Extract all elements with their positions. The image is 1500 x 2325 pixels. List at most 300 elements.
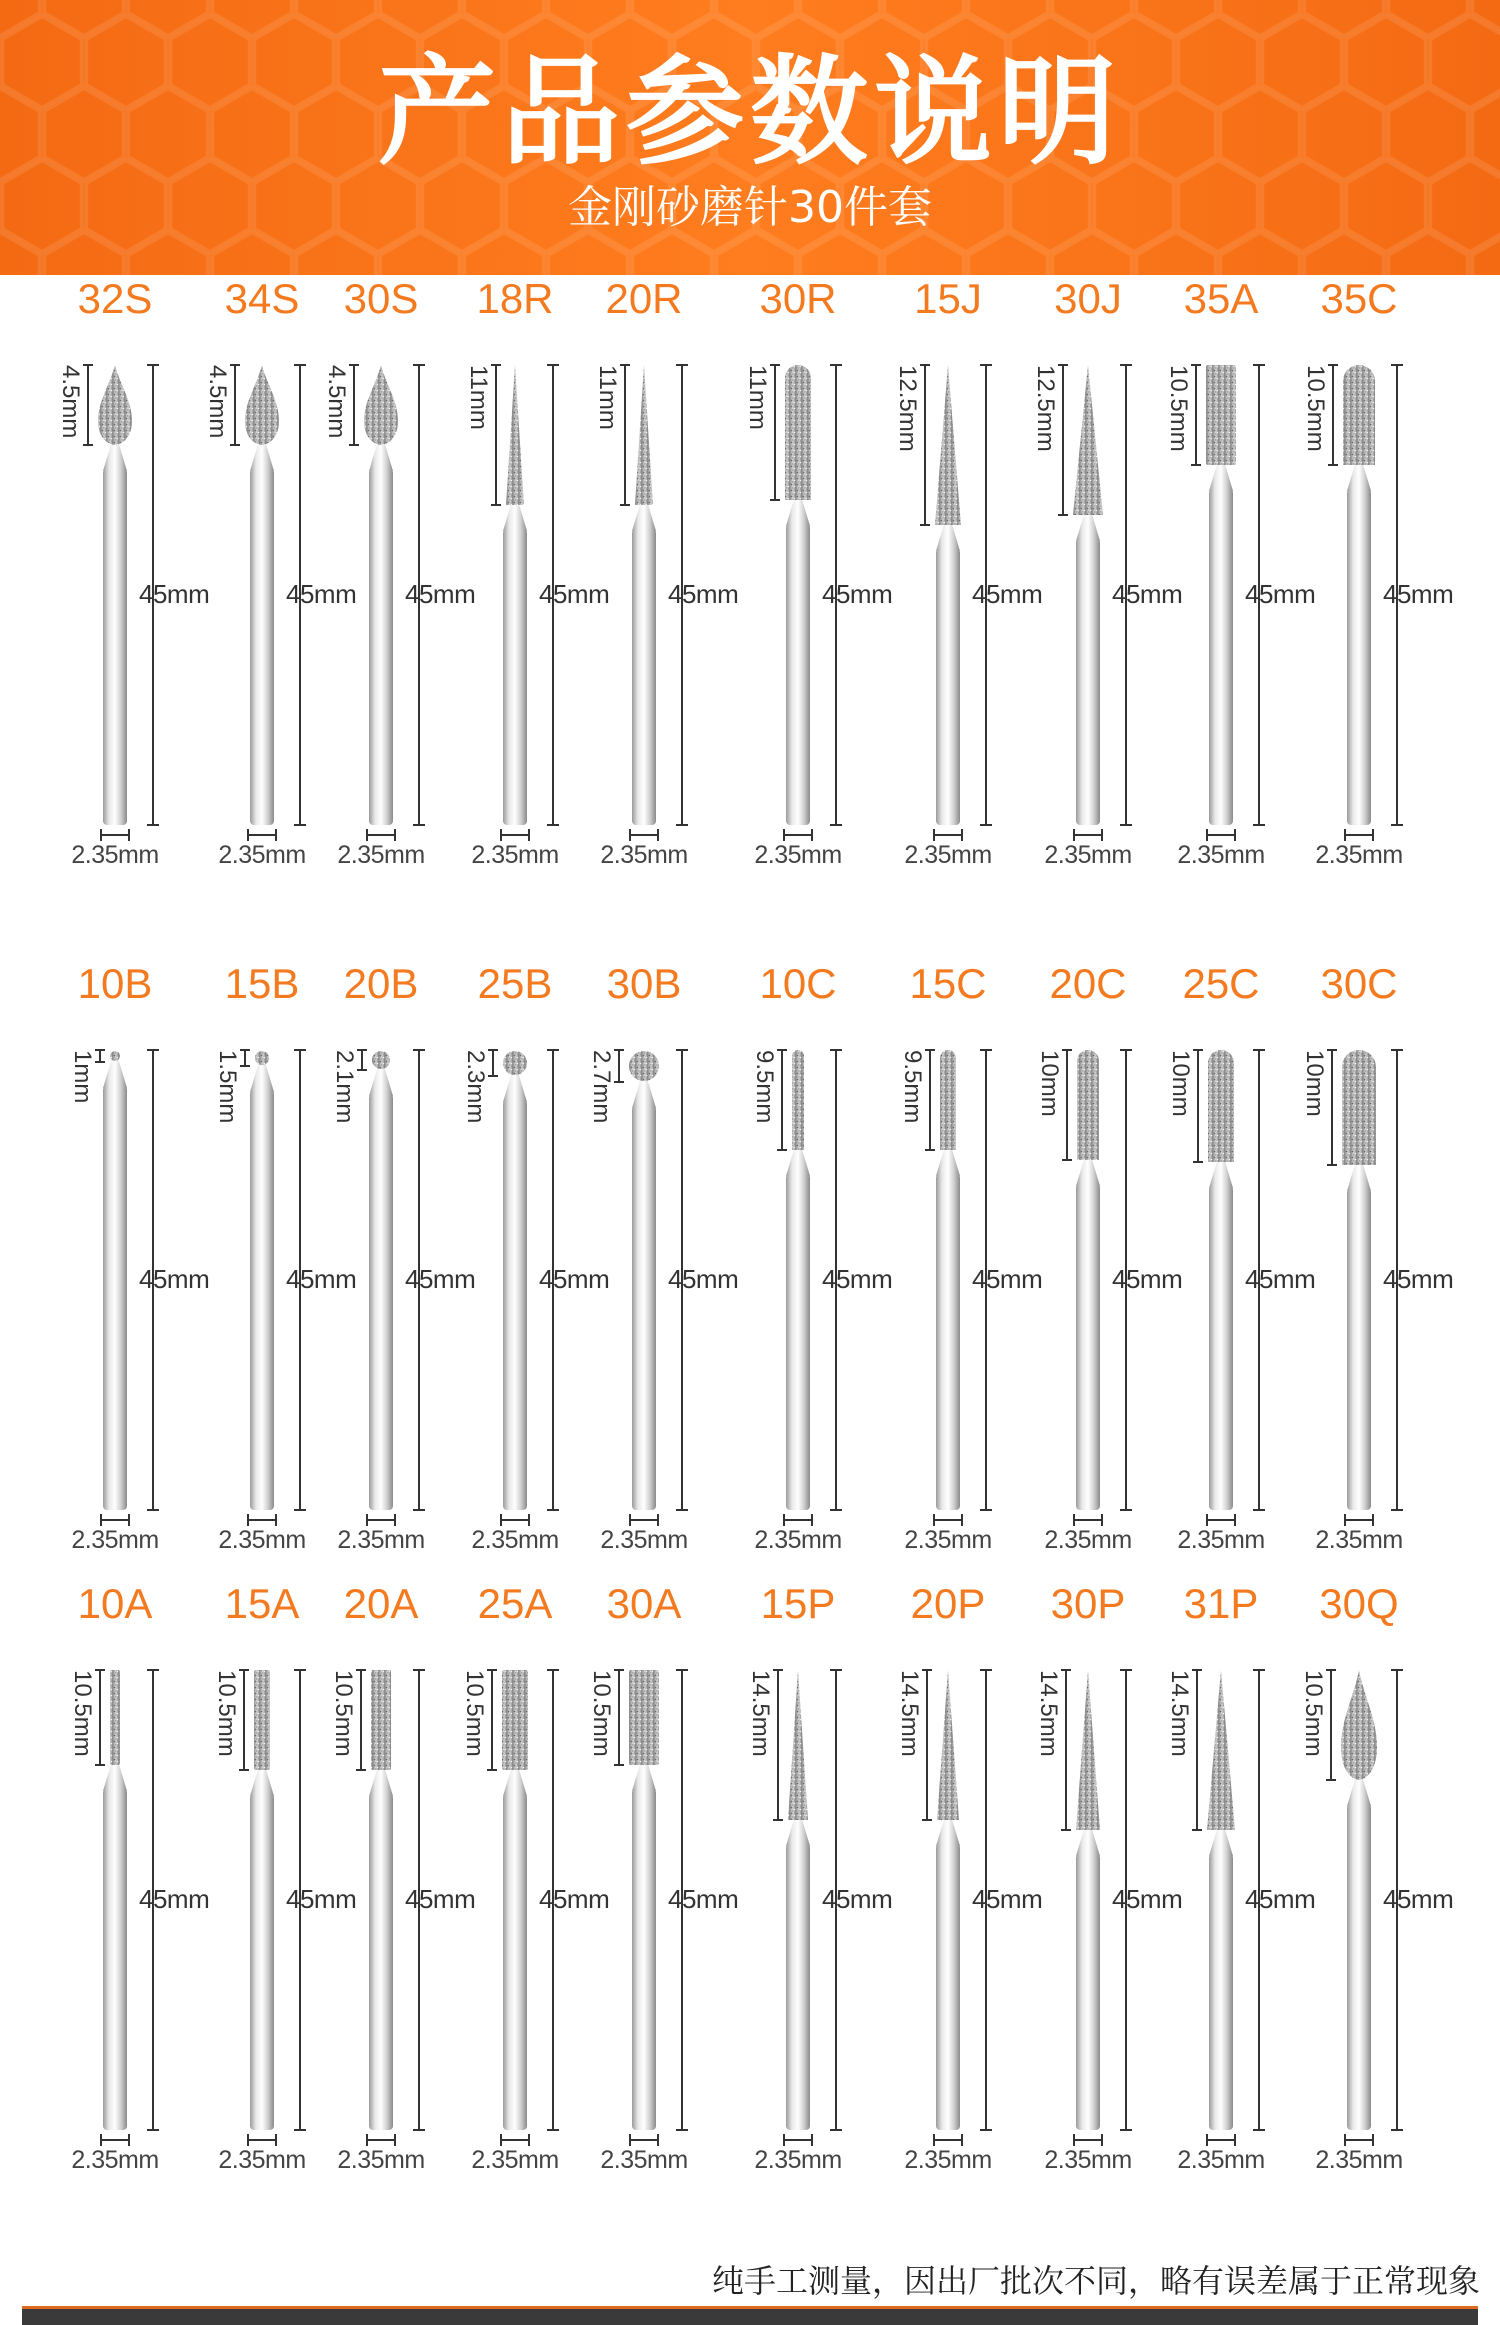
- grinding-head: [255, 1051, 269, 1065]
- tool-shaft: [1076, 1854, 1100, 2130]
- total-length-label: 45mm: [1245, 1884, 1316, 1914]
- tool-shaft: [250, 1794, 274, 2130]
- tool-neck: [103, 1761, 127, 1791]
- diameter-dimension-line: [784, 2134, 812, 2146]
- shaft-diameter-label: 2.35mm: [471, 1526, 559, 1554]
- tool-code: 15J: [914, 275, 982, 322]
- grinding-head: [629, 1670, 659, 1765]
- head-dimension-line: [614, 1670, 624, 1765]
- diameter-dimension-line: [101, 829, 129, 841]
- shaft-diameter-label: 2.35mm: [1177, 2146, 1265, 2174]
- diameter-dimension-line: [501, 1514, 529, 1526]
- tool-code: 34S: [224, 275, 300, 322]
- shaft-diameter-label: 2.35mm: [337, 2146, 425, 2174]
- shaft-diameter-label: 2.35mm: [218, 841, 306, 869]
- grinding-head: [1208, 1050, 1234, 1162]
- head-length-label: 10.5mm: [213, 1670, 240, 1757]
- tool-shaft: [632, 1106, 656, 1510]
- total-length-label: 45mm: [1112, 1264, 1183, 1294]
- tool-code: 31P: [1183, 1580, 1259, 1627]
- grinding-head: [635, 365, 653, 505]
- grinding-head: [1207, 1670, 1235, 1830]
- tool-shaft: [936, 1174, 960, 1510]
- total-length-label: 45mm: [972, 1884, 1043, 1914]
- head-dimension-line: [356, 1670, 366, 1770]
- total-length-label: 45mm: [539, 1264, 610, 1294]
- grinding-head: [935, 365, 961, 525]
- tool-neck: [103, 1058, 127, 1088]
- total-length-label: 45mm: [1112, 579, 1183, 609]
- head-length-label: 11mm: [594, 365, 621, 430]
- shaft-diameter-label: 2.35mm: [1044, 841, 1132, 869]
- grinding-head: [792, 1050, 804, 1150]
- tool-shaft: [369, 1794, 393, 2130]
- shaft-diameter-label: 2.35mm: [600, 1526, 688, 1554]
- tool-code: 20C: [1049, 960, 1127, 1007]
- diameter-dimension-line: [1207, 829, 1235, 841]
- grinding-head: [1077, 1050, 1099, 1160]
- grinding-head: [110, 1051, 120, 1061]
- total-length-label: 45mm: [286, 1884, 357, 1914]
- tool-30a: [564, 1580, 739, 2200]
- diameter-dimension-line: [248, 1514, 276, 1526]
- head-dimension-line: [920, 365, 930, 525]
- head-dimension-line: [240, 1050, 250, 1066]
- tool-neck: [1347, 1776, 1371, 1806]
- head-dimension-line: [83, 365, 93, 445]
- tool-neck: [1209, 1826, 1233, 1856]
- head-dimension-line: [925, 1050, 935, 1150]
- head-length-label: 14.5mm: [896, 1670, 923, 1757]
- bottom-bar: [22, 2306, 1478, 2325]
- diameter-dimension-line: [101, 2134, 129, 2146]
- tool-code: 32S: [77, 275, 153, 322]
- tool-neck: [786, 1816, 810, 1846]
- tool-code: 30S: [343, 275, 419, 322]
- tool-10b: [35, 960, 210, 1580]
- diameter-dimension-line: [248, 829, 276, 841]
- total-length-label: 45mm: [1112, 1884, 1183, 1914]
- head-length-label: 10.5mm: [1302, 365, 1329, 452]
- tool-10a: [35, 1580, 210, 2200]
- tool-shaft: [103, 1086, 127, 1510]
- diameter-dimension-line: [501, 829, 529, 841]
- head-dimension-line: [1061, 1670, 1071, 1830]
- tool-shaft: [503, 1794, 527, 2130]
- tool-neck: [1347, 461, 1371, 491]
- head-dimension-line: [95, 1670, 105, 1765]
- total-length-label: 45mm: [139, 1884, 210, 1914]
- head-dimension-line: [770, 365, 780, 500]
- head-dimension-line: [1193, 1050, 1203, 1162]
- tool-shaft: [103, 469, 127, 825]
- shaft-diameter-label: 2.35mm: [600, 841, 688, 869]
- total-length-label: 45mm: [1245, 579, 1316, 609]
- tool-drawing: [564, 345, 724, 905]
- shaft-diameter-label: 2.35mm: [471, 2146, 559, 2174]
- head-length-label: 4.5mm: [204, 365, 231, 439]
- head-dimension-line: [620, 365, 630, 505]
- head-dimension-line: [1062, 1050, 1072, 1160]
- tool-neck: [1347, 1161, 1371, 1191]
- shaft-diameter-label: 2.35mm: [337, 841, 425, 869]
- tool-shaft: [1076, 1184, 1100, 1510]
- tool-shaft: [503, 1100, 527, 1510]
- tool-code: 30C: [1320, 960, 1398, 1007]
- tool-shaft: [1347, 1189, 1371, 1510]
- grinding-head: [937, 1670, 959, 1820]
- tool-code: 20A: [343, 1580, 419, 1627]
- grinding-head: [1076, 1670, 1100, 1830]
- shaft-diameter-label: 2.35mm: [904, 2146, 992, 2174]
- diameter-dimension-line: [1345, 1514, 1373, 1526]
- head-length-label: 1mm: [69, 1050, 96, 1104]
- head-length-label: 11mm: [465, 365, 492, 430]
- head-dimension-line: [1191, 365, 1201, 465]
- tool-code: 30Q: [1319, 1580, 1399, 1627]
- tool-code: 15A: [224, 1580, 300, 1627]
- tool-20r: [564, 275, 739, 895]
- head-length-label: 12.5mm: [894, 365, 921, 452]
- shaft-diameter-label: 2.35mm: [1177, 1526, 1265, 1554]
- tool-code: 10A: [77, 1580, 153, 1627]
- page-subtitle: 金刚砂磨针30件套: [568, 182, 932, 233]
- tool-shaft: [1076, 539, 1100, 825]
- tool-code: 25C: [1182, 960, 1260, 1007]
- total-length-label: 45mm: [405, 579, 476, 609]
- diameter-dimension-line: [1345, 2134, 1373, 2146]
- diameter-dimension-line: [367, 2134, 395, 2146]
- head-dimension-line: [1328, 365, 1338, 465]
- tool-drawing: [868, 1030, 1028, 1590]
- grinding-head: [254, 1670, 270, 1770]
- total-length-label: 45mm: [972, 579, 1043, 609]
- diameter-dimension-line: [784, 1514, 812, 1526]
- head-length-label: 12.5mm: [1032, 365, 1059, 452]
- tool-drawing: [1141, 1030, 1301, 1590]
- tool-shaft: [250, 1090, 274, 1510]
- grinding-head: [503, 1051, 527, 1075]
- tool-shaft: [632, 529, 656, 825]
- tool-10c: [718, 960, 893, 1580]
- diameter-dimension-line: [1074, 2134, 1102, 2146]
- shaft-diameter-label: 2.35mm: [754, 841, 842, 869]
- tool-code: 30R: [759, 275, 837, 322]
- head-dimension-line: [614, 1050, 624, 1082]
- tool-neck: [936, 1146, 960, 1176]
- total-length-label: 45mm: [286, 579, 357, 609]
- grinding-head: [371, 1670, 391, 1770]
- grinding-head: [110, 1670, 120, 1765]
- tool-shaft: [1209, 489, 1233, 825]
- head-dimension-line: [487, 1670, 497, 1770]
- shaft-diameter-label: 2.35mm: [1315, 2146, 1403, 2174]
- tool-shaft: [250, 469, 274, 825]
- tool-shaft: [503, 529, 527, 825]
- shaft-diameter-label: 2.35mm: [218, 1526, 306, 1554]
- header-banner: [0, 0, 1500, 275]
- head-dimension-line: [349, 365, 359, 445]
- shaft-diameter-label: 2.35mm: [218, 2146, 306, 2174]
- tool-shaft: [786, 1174, 810, 1510]
- tool-32s: [35, 275, 210, 895]
- shaft-diameter-label: 2.35mm: [471, 841, 559, 869]
- diameter-dimension-line: [101, 1514, 129, 1526]
- head-length-label: 2.7mm: [588, 1050, 615, 1124]
- tool-neck: [369, 1066, 393, 1096]
- page-title: 产品参数说明: [377, 43, 1122, 181]
- total-length-label: 45mm: [539, 579, 610, 609]
- total-length-label: 45mm: [1383, 1884, 1454, 1914]
- tool-drawing: [868, 1650, 1028, 2210]
- grinding-head: [1073, 365, 1103, 515]
- tool-code: 35C: [1320, 275, 1398, 322]
- total-length-label: 45mm: [668, 1884, 739, 1914]
- tool-neck: [250, 1062, 274, 1092]
- tool-drawing: [718, 1030, 878, 1590]
- head-dimension-line: [777, 1050, 787, 1150]
- head-length-label: 10.5mm: [1165, 365, 1192, 452]
- tool-neck: [936, 521, 960, 551]
- tool-15j: [868, 275, 1043, 895]
- diameter-dimension-line: [784, 829, 812, 841]
- diameter-dimension-line: [934, 1514, 962, 1526]
- head-dimension-line: [488, 1050, 498, 1076]
- tool-shaft: [632, 1789, 656, 2130]
- head-dimension-line: [1058, 365, 1068, 515]
- shaft-diameter-label: 2.35mm: [904, 1526, 992, 1554]
- diameter-dimension-line: [367, 1514, 395, 1526]
- tool-shaft: [936, 549, 960, 825]
- grinding-head: [1342, 1050, 1376, 1165]
- tool-shaft: [103, 1789, 127, 2130]
- tool-shaft: [369, 1094, 393, 1510]
- grinding-head: [245, 365, 279, 445]
- tool-code: 15B: [224, 960, 300, 1007]
- head-length-label: 10.5mm: [461, 1670, 488, 1757]
- head-length-label: 9.5mm: [899, 1050, 926, 1124]
- tool-shaft: [1347, 489, 1371, 825]
- tool-code: 18R: [476, 275, 554, 322]
- grinding-head: [785, 365, 811, 500]
- diameter-dimension-line: [367, 829, 395, 841]
- tool-shaft: [936, 1844, 960, 2130]
- head-length-label: 10mm: [1167, 1050, 1194, 1117]
- grinding-head: [1206, 365, 1236, 465]
- shaft-diameter-label: 2.35mm: [1315, 1526, 1403, 1554]
- shaft-diameter-label: 2.35mm: [1044, 1526, 1132, 1554]
- head-length-label: 10.5mm: [69, 1670, 96, 1757]
- diameter-dimension-line: [1207, 1514, 1235, 1526]
- diameter-dimension-line: [630, 1514, 658, 1526]
- grinding-head: [502, 1670, 528, 1770]
- tool-neck: [369, 441, 393, 471]
- diameter-dimension-line: [1074, 1514, 1102, 1526]
- head-length-label: 10mm: [1301, 1050, 1328, 1117]
- tool-code: 25A: [477, 1580, 553, 1627]
- head-dimension-line: [230, 365, 240, 445]
- head-dimension-line: [357, 1050, 367, 1070]
- head-length-label: 9.5mm: [751, 1050, 778, 1124]
- diameter-dimension-line: [1074, 829, 1102, 841]
- tool-shaft: [1209, 1854, 1233, 2130]
- tool-shaft: [1209, 1186, 1233, 1510]
- diameter-dimension-line: [501, 2134, 529, 2146]
- head-length-label: 10.5mm: [330, 1670, 357, 1757]
- tool-neck: [503, 1072, 527, 1102]
- grinding-head: [364, 365, 398, 445]
- tool-drawing: [718, 1650, 878, 2210]
- tool-code: 20P: [910, 1580, 986, 1627]
- tool-code: 20R: [605, 275, 683, 322]
- head-length-label: 4.5mm: [57, 365, 84, 439]
- measurement-note: 纯手工测量，因出厂批次不同，略有误差属于正常现象: [711, 2262, 1480, 2300]
- shaft-diameter-label: 2.35mm: [1315, 841, 1403, 869]
- shaft-diameter-label: 2.35mm: [71, 841, 159, 869]
- head-dimension-line: [239, 1670, 249, 1770]
- tool-code: 30P: [1050, 1580, 1126, 1627]
- tool-drawing: [718, 345, 878, 905]
- head-length-label: 10.5mm: [1300, 1670, 1327, 1757]
- tool-code: 30J: [1054, 275, 1122, 322]
- shaft-diameter-label: 2.35mm: [754, 1526, 842, 1554]
- total-length-label: 45mm: [539, 1884, 610, 1914]
- tool-30b: [564, 960, 739, 1580]
- grinding-head: [940, 1050, 956, 1150]
- shaft-diameter-label: 2.35mm: [71, 2146, 159, 2174]
- tool-code: 30B: [606, 960, 682, 1007]
- head-length-label: 14.5mm: [1035, 1670, 1062, 1757]
- diameter-dimension-line: [248, 2134, 276, 2146]
- tool-code: 10B: [77, 960, 153, 1007]
- tool-neck: [786, 1146, 810, 1176]
- tool-neck: [250, 1766, 274, 1796]
- tool-35a: [1141, 275, 1316, 895]
- total-length-label: 45mm: [139, 579, 210, 609]
- tool-drawing: [35, 1650, 195, 2210]
- tool-code: 35A: [1183, 275, 1259, 322]
- tool-neck: [103, 441, 127, 471]
- total-length-label: 45mm: [822, 579, 893, 609]
- grinding-head: [98, 365, 132, 445]
- tool-neck: [503, 1766, 527, 1796]
- head-length-label: 10.5mm: [588, 1670, 615, 1757]
- tool-neck: [1076, 1156, 1100, 1186]
- tool-code: 15P: [760, 1580, 836, 1627]
- tool-30q: [1279, 1580, 1454, 2200]
- tool-neck: [632, 1078, 656, 1108]
- shaft-diameter-label: 2.35mm: [904, 841, 992, 869]
- tool-drawing: [35, 1030, 195, 1590]
- head-length-label: 10mm: [1036, 1050, 1063, 1117]
- head-length-label: 4.5mm: [323, 365, 350, 439]
- shaft-diameter-label: 2.35mm: [337, 1526, 425, 1554]
- total-length-label: 45mm: [139, 1264, 210, 1294]
- tool-code: 20B: [343, 960, 419, 1007]
- head-length-label: 11mm: [744, 365, 771, 430]
- tool-15p: [718, 1580, 893, 2200]
- total-length-label: 45mm: [405, 1884, 476, 1914]
- tool-neck: [632, 1761, 656, 1791]
- head-dimension-line: [1327, 1050, 1337, 1165]
- total-length-label: 45mm: [1383, 1264, 1454, 1294]
- diameter-dimension-line: [1345, 829, 1373, 841]
- grinding-head: [788, 1670, 808, 1820]
- tool-code: 30A: [606, 1580, 682, 1627]
- head-length-label: 14.5mm: [747, 1670, 774, 1757]
- head-length-label: 14.5mm: [1166, 1670, 1193, 1757]
- tool-neck: [632, 501, 656, 531]
- diameter-dimension-line: [934, 829, 962, 841]
- tool-neck: [250, 441, 274, 471]
- head-dimension-line: [773, 1670, 783, 1820]
- tool-30c: [1279, 960, 1454, 1580]
- head-length-label: 1.5mm: [214, 1050, 241, 1124]
- total-length-label: 45mm: [405, 1264, 476, 1294]
- tool-shaft: [786, 1844, 810, 2130]
- tool-neck: [1076, 511, 1100, 541]
- shaft-diameter-label: 2.35mm: [71, 1526, 159, 1554]
- shaft-diameter-label: 2.35mm: [1177, 841, 1265, 869]
- tool-25c: [1141, 960, 1316, 1580]
- diameter-dimension-line: [1207, 2134, 1235, 2146]
- tool-shaft: [786, 524, 810, 825]
- tool-code: 25B: [477, 960, 553, 1007]
- total-length-label: 45mm: [822, 1264, 893, 1294]
- tool-shaft: [369, 469, 393, 825]
- tool-shaft: [1347, 1804, 1371, 2130]
- tool-neck: [1209, 461, 1233, 491]
- head-length-label: 2.3mm: [462, 1050, 489, 1124]
- grinding-head: [506, 365, 524, 505]
- tool-30r: [718, 275, 893, 895]
- total-length-label: 45mm: [822, 1884, 893, 1914]
- diameter-dimension-line: [934, 2134, 962, 2146]
- grinding-head: [629, 1051, 659, 1081]
- grinding-head: [1343, 365, 1375, 465]
- tool-neck: [786, 496, 810, 526]
- head-length-label: 2.1mm: [331, 1050, 358, 1124]
- head-dimension-line: [922, 1670, 932, 1820]
- tool-neck: [1076, 1826, 1100, 1856]
- grinding-head: [1341, 1670, 1377, 1780]
- tool-drawing: [868, 345, 1028, 905]
- tool-neck: [503, 501, 527, 531]
- diameter-dimension-line: [630, 2134, 658, 2146]
- total-length-label: 45mm: [286, 1264, 357, 1294]
- head-dimension-line: [491, 365, 501, 505]
- shaft-diameter-label: 2.35mm: [1044, 2146, 1132, 2174]
- head-dimension-line: [1192, 1670, 1202, 1830]
- head-dimension-line: [1326, 1670, 1336, 1780]
- grinding-head: [372, 1051, 390, 1069]
- tool-code: 10C: [759, 960, 837, 1007]
- tool-code: 15C: [909, 960, 987, 1007]
- total-length-label: 45mm: [972, 1264, 1043, 1294]
- diameter-dimension-line: [630, 829, 658, 841]
- tool-15c: [868, 960, 1043, 1580]
- total-length-label: 45mm: [1383, 579, 1454, 609]
- head-dimension-line: [95, 1050, 105, 1062]
- tool-neck: [369, 1766, 393, 1796]
- tool-neck: [936, 1816, 960, 1846]
- shaft-diameter-label: 2.35mm: [754, 2146, 842, 2174]
- tool-20p: [868, 1580, 1043, 2200]
- total-length-label: 45mm: [668, 579, 739, 609]
- tool-35c: [1279, 275, 1454, 895]
- total-length-label: 45mm: [668, 1264, 739, 1294]
- tool-neck: [1209, 1158, 1233, 1188]
